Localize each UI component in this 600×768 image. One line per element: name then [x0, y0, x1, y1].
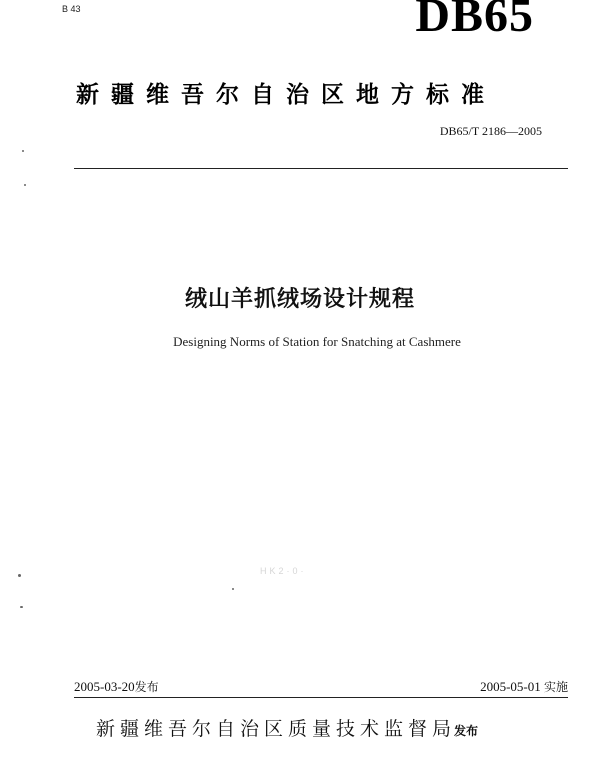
- implement-date: 2005-05-01: [480, 679, 541, 694]
- title-english: Designing Norms of Station for Snatching at Cashmere: [173, 334, 461, 349]
- title-chinese: 绒山羊抓绒场设计规程: [184, 287, 415, 312]
- publish-label: 发布: [134, 680, 159, 694]
- classification-code: B 43: [62, 4, 81, 14]
- scan-speck: [20, 606, 23, 608]
- implement-label: 实施: [543, 680, 568, 694]
- publish-date: 2005-03-20: [74, 679, 135, 694]
- date-row: [74, 678, 568, 695]
- scan-speck: [22, 150, 24, 152]
- authority-name: 新疆维吾尔自治区质量技术监督局: [96, 718, 457, 740]
- issuing-authority: [96, 714, 478, 741]
- scan-speck: [24, 184, 26, 186]
- db-code-mark: DB65: [415, 0, 534, 42]
- standard-number: DB65/T 2186—2005: [439, 124, 542, 138]
- authority-suffix: 发布: [454, 724, 479, 738]
- bottom-divider: [74, 697, 568, 698]
- publish-date-block: [74, 678, 159, 695]
- implement-date-block: [480, 678, 568, 695]
- top-divider: [74, 168, 568, 169]
- scan-speck: [18, 574, 21, 577]
- scan-speck: [232, 588, 234, 590]
- faint-stamp-mark: HK2·0·: [260, 566, 307, 576]
- issuer-heading: 新疆维吾尔自治区地方标准: [76, 82, 496, 108]
